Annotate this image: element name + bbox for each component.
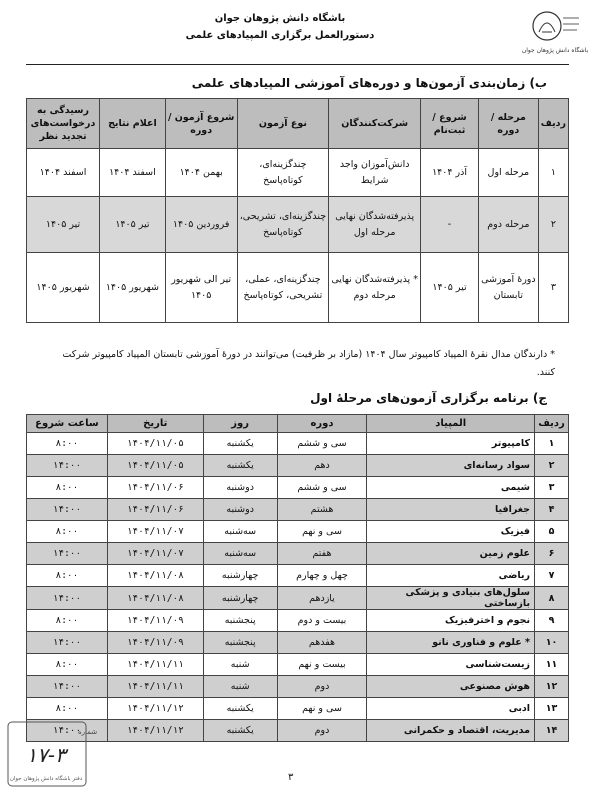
registration-cell: آذر ۱۴۰۴ [421,149,479,197]
olympiad-name: مدیریت، اقتصاد و حکمرانی [367,720,535,742]
period-cell: سی و ششم [277,477,367,499]
olympiad-name: * علوم و فناوری نانو [367,632,535,654]
period-cell: یازدهم [277,587,367,610]
exam-start-cell: بهمن ۱۴۰۴ [165,149,237,197]
exam-program-body [27,433,569,742]
start-time-cell: ۸:۰۰ [27,433,108,455]
table-row [27,149,569,197]
day-cell: یکشنبه [203,455,277,477]
participants-cell: پذیرفته‌شدگان نهایی مرحله اول [329,197,421,253]
results-cell: تیر ۱۴۰۵ [100,197,166,253]
stage-cell: دورهٔ آموزشی تابستان [478,253,538,323]
table-row [27,253,569,323]
registration-cell: تیر ۱۴۰۵ [421,253,479,323]
col-header-exam-start: شروع آزمون / دوره [165,99,237,149]
exam-type-cell: چندگزینه‌ای، کوتاه‌پاسخ [237,149,329,197]
day-cell: دوشنبه [203,499,277,521]
exam-type-cell: چندگزینه‌ای، تشریحی، کوتاه‌پاسخ [237,197,329,253]
table-row [27,610,569,632]
start-time-cell: ۱۴:۰۰ [27,587,108,610]
participants-cell: دانش‌آموزان واجد شرایط [329,149,421,197]
section-b-title: ب) زمان‌بندی آزمون‌ها و دوره‌های آموزشی المپیادهای علمی [191,76,547,90]
date-cell: ۱۴۰۴/۱۱/۰۷ [107,543,203,565]
period-cell: بیست و نهم [277,654,367,676]
col-header-start-time: ساعت شروع [27,415,108,433]
olympiad-name: زیست‌شناسی [367,654,535,676]
day-cell: چهارشنبه [203,587,277,610]
section-c-title: ج) برنامه برگزاری آزمون‌های مرحلهٔ اول [310,391,547,405]
start-time-cell: ۱۴:۰۰ [27,676,108,698]
period-cell: چهل و چهارم [277,565,367,587]
organization-logo-icon [521,8,589,56]
table-row [27,477,569,499]
start-time-cell: ۱۴:۰۰ [27,632,108,654]
col-header-olympiad: المپیاد [367,415,535,433]
olympiad-name: نجوم و اخترفیزیک [367,610,535,632]
row-number: ۷ [535,565,569,587]
table-row [27,455,569,477]
col-header-stage: مرحله / دوره [478,99,538,149]
exam-start-cell: تیر الی شهریور ۱۴۰۵ [165,253,237,323]
table-row [27,587,569,610]
day-cell: سه‌شنبه [203,543,277,565]
appeals-cell: اسفند ۱۴۰۴ [27,149,100,197]
day-cell: شنبه [203,676,277,698]
period-cell: دوم [277,676,367,698]
start-time-cell: ۸:۰۰ [27,698,108,720]
period-cell: بیست و دوم [277,610,367,632]
stage-cell: مرحله دوم [478,197,538,253]
date-cell: ۱۴۰۴/۱۱/۰۷ [107,521,203,543]
stamp-number: ۱۷-۳ [26,743,66,767]
document-header [0,4,595,62]
day-cell: یکشنبه [203,720,277,742]
row-number: ۹ [535,610,569,632]
col-header-period: دوره [277,415,367,433]
appeals-cell: شهریور ۱۴۰۵ [27,253,100,323]
olympiad-name: ادبی [367,698,535,720]
table-row [27,654,569,676]
row-number: ۵ [535,521,569,543]
logo-caption: باشگاه دانش پژوهان جوان [521,47,589,54]
olympiad-name: ریاضی [367,565,535,587]
start-time-cell: ۱۴:۰۰ [27,720,108,742]
period-cell: دهم [277,455,367,477]
col-header-registration: شروع / ثبت‌نام [421,99,479,149]
row-number: ۶ [535,543,569,565]
row-number: ۲ [535,455,569,477]
date-cell: ۱۴۰۴/۱۱/۰۸ [107,587,203,610]
row-number: ۳ [535,477,569,499]
col-header-row-number: ردیف [538,99,568,149]
row-number: ۱۳ [535,698,569,720]
row-number: ۱ [538,149,568,197]
row-number: ۱۲ [535,676,569,698]
date-cell: ۱۴۰۴/۱۱/۰۶ [107,477,203,499]
header-divider [26,64,569,65]
start-time-cell: ۸:۰۰ [27,610,108,632]
date-cell: ۱۴۰۴/۱۱/۰۹ [107,632,203,654]
day-cell: یکشنبه [203,433,277,455]
olympiad-name: کامپیوتر [367,433,535,455]
participants-cell: * پذیرفته‌شدگان نهایی مرحله دوم [329,253,421,323]
row-number: ۱۰ [535,632,569,654]
day-cell: دوشنبه [203,477,277,499]
period-cell: دوم [277,720,367,742]
official-stamp-icon [4,718,98,792]
date-cell: ۱۴۰۴/۱۱/۱۲ [107,720,203,742]
olympiad-name: هوش مصنوعی [367,676,535,698]
period-cell: هفتم [277,543,367,565]
row-number: ۱۴ [535,720,569,742]
col-header-participants: شرکت‌کنندگان [329,99,421,149]
row-number: ۲ [538,197,568,253]
table-row [27,521,569,543]
start-time-cell: ۱۴:۰۰ [27,455,108,477]
day-cell: شنبه [203,654,277,676]
olympiad-name: علوم زمین [367,543,535,565]
day-cell: یکشنبه [203,698,277,720]
col-header-results: اعلام نتایج [100,99,166,149]
page-number: ۳ [288,772,294,783]
date-cell: ۱۴۰۴/۱۱/۰۹ [107,610,203,632]
stamp-caption: دفتر باشگاه دانش پژوهان جوان [9,776,83,782]
date-cell: ۱۴۰۴/۱۱/۰۸ [107,565,203,587]
olympiad-name: فیزیک [367,521,535,543]
table-row [27,720,569,742]
stage-cell: مرحله اول [478,149,538,197]
date-cell: ۱۴۰۴/۱۱/۰۵ [107,433,203,455]
olympiad-name: سلول‌های بنیادی و پزشکی بازساختی [367,587,535,610]
table-row [27,676,569,698]
date-cell: ۱۴۰۴/۱۱/۱۱ [107,654,203,676]
table-row [27,433,569,455]
col-header-exam-type: نوع آزمون [237,99,329,149]
table-row [27,499,569,521]
start-time-cell: ۱۴:۰۰ [27,499,108,521]
table-row [27,543,569,565]
footnote: * دارندگان مدال نقرهٔ المپیاد کامپیوتر سال ۱۴۰۴ (مازاد بر ظرفیت) می‌توانند در دورهٔ آموزشی تابستان المپیاد کامپیوتر شرکت کنند. [62,349,555,378]
col-header-date: تاریخ [107,415,203,433]
olympiad-name: شیمی [367,477,535,499]
exam-program-table [26,414,569,742]
period-cell: سی و نهم [277,521,367,543]
date-cell: ۱۴۰۴/۱۱/۱۲ [107,698,203,720]
day-cell: پنجشنبه [203,610,277,632]
period-cell: هشتم [277,499,367,521]
start-time-cell: ۸:۰۰ [27,477,108,499]
olympiad-name: جغرافیا [367,499,535,521]
exam-type-cell: چندگزینه‌ای، عملی، تشریحی، کوتاه‌پاسخ [237,253,329,323]
period-cell: سی و نهم [277,698,367,720]
results-cell: شهریور ۱۴۰۵ [100,253,166,323]
start-time-cell: ۸:۰۰ [27,565,108,587]
start-time-cell: ۸:۰۰ [27,521,108,543]
stamp-label: شماره [78,728,98,736]
results-cell: اسفند ۱۴۰۴ [100,149,166,197]
header-organization: باشگاه دانش پژوهان جوان [214,13,346,24]
row-number: ۸ [535,587,569,610]
col-header-appeals: رسیدگی به درخواست‌های تجدید نظر [27,99,100,149]
date-cell: ۱۴۰۴/۱۱/۱۱ [107,676,203,698]
start-time-cell: ۸:۰۰ [27,654,108,676]
day-cell: سه‌شنبه [203,521,277,543]
header-document-title: دستورالعمل برگزاری المپیادهای علمی [185,30,375,41]
row-number: ۳ [538,253,568,323]
olympiad-name: سواد رسانه‌ای [367,455,535,477]
date-cell: ۱۴۰۴/۱۱/۰۶ [107,499,203,521]
exam-start-cell: فروردین ۱۴۰۵ [165,197,237,253]
table-row [27,698,569,720]
row-number: ۱ [535,433,569,455]
col-header-row-number: ردیف [535,415,569,433]
table-row [27,565,569,587]
col-header-day: روز [203,415,277,433]
registration-cell: - [421,197,479,253]
day-cell: پنجشنبه [203,632,277,654]
appeals-cell: تیر ۱۴۰۵ [27,197,100,253]
table-row [27,197,569,253]
date-cell: ۱۴۰۴/۱۱/۰۵ [107,455,203,477]
row-number: ۴ [535,499,569,521]
day-cell: چهارشنبه [203,565,277,587]
schedule-table [26,98,569,323]
table-row [27,632,569,654]
period-cell: سی و ششم [277,433,367,455]
period-cell: هفدهم [277,632,367,654]
row-number: ۱۱ [535,654,569,676]
start-time-cell: ۱۴:۰۰ [27,543,108,565]
